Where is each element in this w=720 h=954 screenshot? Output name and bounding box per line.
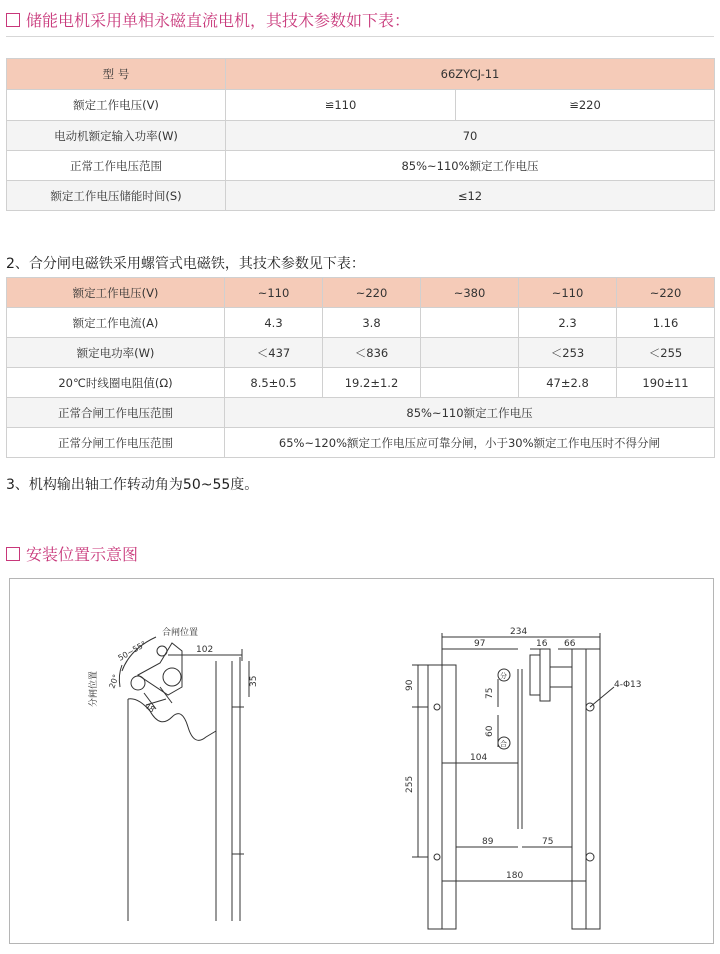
- voltage-value-110: ≌110: [226, 90, 456, 121]
- row-label: 额定工作电流(A): [7, 308, 225, 338]
- voltage-value-220: ≌220: [456, 90, 715, 121]
- table-cell: 19.2±1.2: [323, 368, 421, 398]
- installation-diagram: [9, 578, 714, 944]
- motor-spec-table: [6, 58, 715, 211]
- dim-label: 90: [405, 679, 415, 691]
- electromagnet-spec-table: [6, 277, 715, 458]
- table-cell: ＜437: [225, 338, 323, 368]
- charge-time-value: ≤12: [226, 181, 715, 211]
- row-label: 额定工作电压(V): [7, 278, 225, 308]
- voltage-col-3: ~380: [421, 278, 519, 308]
- dim-label: 255: [405, 775, 415, 793]
- dim-label: 20°: [107, 673, 121, 690]
- table-cell: ＜836: [323, 338, 421, 368]
- open-mark: 分: [500, 672, 507, 680]
- table-row: [7, 398, 715, 428]
- table-row: [7, 121, 715, 151]
- checkbox-square-icon: [6, 13, 20, 27]
- dim-label: 35: [249, 675, 259, 687]
- row-label: 正常合闸工作电压范围: [7, 398, 225, 428]
- opening-range-value: 65%~120%额定工作电压应可靠分闸，小于30%额定工作电压时不得分闸: [225, 428, 715, 458]
- section-title-motor-text: 储能电机采用单相永磁直流电机，其技术参数如下表：: [26, 11, 411, 30]
- row-label: 型 号: [7, 59, 226, 90]
- table-cell: 3.8: [323, 308, 421, 338]
- section-title-install: [6, 542, 138, 565]
- section-title-electromagnet: 2、合分闸电磁铁采用螺管式电磁铁，其技术参数见下表：: [6, 256, 365, 272]
- section-divider: [6, 36, 714, 37]
- closing-range-value: 85%~110额定工作电压: [225, 398, 715, 428]
- table-row: [7, 368, 715, 398]
- dim-label: 60: [485, 725, 495, 737]
- row-label: 额定电功率(W): [7, 338, 225, 368]
- dim-label: 4-Φ13: [614, 680, 642, 690]
- table-row: [7, 59, 715, 90]
- table-cell: 2.3: [519, 308, 617, 338]
- table-row: [7, 90, 715, 121]
- row-label: 额定工作电压储能时间(S): [7, 181, 226, 211]
- close-mark: 合: [500, 740, 507, 748]
- table-cell: 1.16: [617, 308, 715, 338]
- table-cell: [421, 338, 519, 368]
- table-row: [7, 338, 715, 368]
- row-label: 电动机额定输入功率(W): [7, 121, 226, 151]
- dim-label: 50~55°: [116, 639, 148, 663]
- table-cell: 8.5±0.5: [225, 368, 323, 398]
- dim-label: 89: [482, 837, 494, 847]
- row-label: 正常工作电压范围: [7, 151, 226, 181]
- dim-label: 48: [142, 701, 157, 715]
- model-value: 66ZYCJ-11: [226, 59, 715, 90]
- dim-label: 16: [536, 639, 548, 649]
- voltage-col-1: ~110: [225, 278, 323, 308]
- dim-label: 66: [564, 639, 576, 649]
- voltage-col-4: ~110: [519, 278, 617, 308]
- voltage-col-2: ~220: [323, 278, 421, 308]
- table-cell: 47±2.8: [519, 368, 617, 398]
- dim-label: 75: [542, 837, 554, 847]
- dim-label: 234: [510, 627, 528, 637]
- row-label: 20℃时线圈电阻值(Ω): [7, 368, 225, 398]
- table-row: [7, 428, 715, 458]
- dim-label: 180: [506, 871, 524, 881]
- row-label: 正常分闸工作电压范围: [7, 428, 225, 458]
- installation-drawing: [10, 579, 713, 943]
- power-value: 70: [226, 121, 715, 151]
- table-cell: ＜255: [617, 338, 715, 368]
- table-cell: [421, 308, 519, 338]
- voltage-range-value: 85%~110%额定工作电压: [226, 151, 715, 181]
- voltage-col-5: ~220: [617, 278, 715, 308]
- table-row: [7, 308, 715, 338]
- table-row: [7, 181, 715, 211]
- table-row: [7, 151, 715, 181]
- dim-label: 75: [485, 687, 495, 699]
- rotation-note: 3、机构输出轴工作转动角为50~55度。: [6, 477, 259, 493]
- section-title-motor: [6, 8, 410, 31]
- opening-position-label: 分闸位置: [89, 670, 99, 707]
- table-row: [7, 278, 715, 308]
- table-cell: ＜253: [519, 338, 617, 368]
- row-label: 额定工作电压(V): [7, 90, 226, 121]
- table-cell: 190±11: [617, 368, 715, 398]
- dim-label: 104: [470, 753, 488, 763]
- section-title-install-text: 安装位置示意图: [26, 545, 139, 564]
- closing-position-label: 合闸位置: [162, 628, 199, 638]
- table-cell: [421, 368, 519, 398]
- dim-label: 102: [196, 645, 214, 655]
- checkbox-square-icon: [6, 547, 20, 561]
- dim-label: 97: [474, 639, 486, 649]
- table-cell: 4.3: [225, 308, 323, 338]
